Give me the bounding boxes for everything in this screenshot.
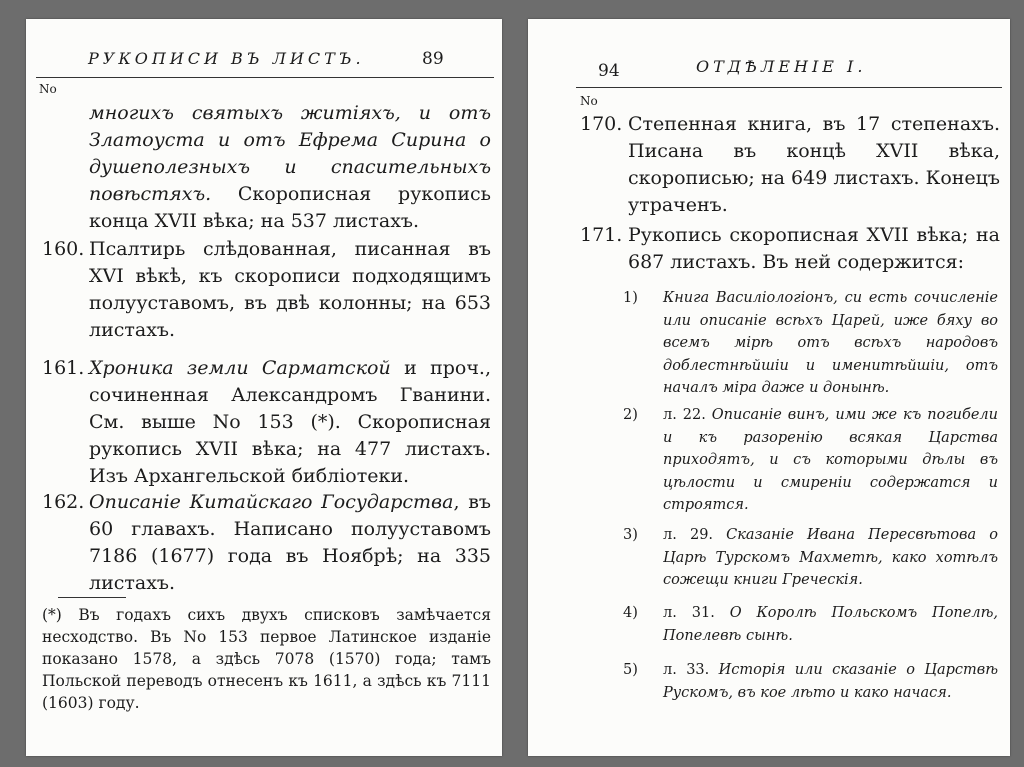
entry-text: Скорописная рукопись конца XVII вѣка; на 537 листахъ.: [89, 183, 491, 232]
subitem-ref: л. 29.: [663, 527, 714, 543]
page-number: 89: [422, 49, 444, 69]
subitem-text: Описаніе винъ, ими же къ погибели и къ разоренію всякая Царства приходятъ, и съ которыми дѣлы въ цѣлости и смиреніи содержатся и строятся.: [663, 407, 998, 513]
entry-italic: Описаніе Китайскаго Государства: [89, 491, 454, 513]
subitem-text: Книга Василіологіонъ, си есть сочисленіе или описаніе всѣхъ Царей, иже бяху во всемъ мірѣ отъ всѣхъ народовъ доблестнѣйшіи и именитѣйшіи, отъ началъ міра даже и донынѣ.: [663, 290, 998, 396]
subitem-number: 1): [623, 290, 638, 306]
header-rule: [576, 87, 1002, 88]
left-page: [26, 19, 502, 756]
subitem-text: Исторія или сказаніе о Царствѣ Рускомъ, въ кое лѣто и како начася.: [663, 662, 998, 701]
entry-text: Степенная книга, въ 17 степенахъ. Писана въ концѣ XVII вѣка, скорописью; на 649 листахъ. Конецъ утраченъ.: [628, 113, 1000, 216]
entry-number: 162.: [42, 491, 85, 513]
subitem-text: Сказаніе Ивана Пересвѣтова о Царѣ Турскомъ Махметѣ, како хотѣлъ сожещи книги Греческія.: [663, 527, 998, 588]
entry-number: 160.: [42, 238, 85, 260]
running-head: ОТДѢЛЕНІЕ I.: [696, 57, 867, 76]
subitem-ref: л. 22.: [663, 407, 706, 423]
entry-text: Псалтирь слѣдованная, писанная въ XVI вѣкѣ, къ скорописи подходящимъ полууставомъ, въ двѣ колонны; на 653 листахъ.: [89, 238, 491, 341]
subitem-number: 5): [623, 662, 638, 678]
entry-number: 171.: [580, 224, 623, 246]
header-rule: [36, 77, 494, 78]
entry-italic: Хроника земли Сарматской: [89, 357, 391, 379]
entry-number: 161.: [42, 357, 85, 379]
right-page: [528, 19, 1010, 756]
entry-text: Рукопись скорописная XVII вѣка; на 687 листахъ. Въ ней содержится:: [628, 224, 1000, 273]
entry-italic: многихъ святыхъ житіяхъ, и отъ Златоуста и отъ Ефрема Сирина о душеполезныхъ и спасительныхъ повѣстяхъ.: [89, 102, 491, 205]
subitem-text: О Королѣ Польскомъ Попелѣ, Попелевѣ сынѣ.: [663, 605, 998, 644]
entry-text: и проч., сочиненная Александромъ Гванини. См. выше No 153 (*). Скорописная рукопись XVII вѣка; на 477 листахъ. Изъ Архангельской библіотеки.: [89, 357, 491, 487]
footnote-rule: [58, 597, 126, 598]
subitem-ref: л. 33.: [663, 662, 710, 678]
subitem-ref: л. 31.: [663, 605, 715, 621]
page-number: 94: [598, 61, 620, 81]
subitem-number: 4): [623, 605, 638, 621]
entry-number: 170.: [580, 113, 623, 135]
no-label: No: [39, 82, 57, 96]
running-head: РУКОПИСИ ВЪ ЛИСТЪ.: [88, 49, 365, 68]
subitem-number: 2): [623, 407, 638, 423]
entry-text: , въ 60 главахъ. Написано полууставомъ 7186 (1677) года въ Ноябрѣ; на 335 листахъ.: [89, 491, 491, 594]
no-label: No: [580, 94, 598, 108]
footnote: (*) Въ годахъ сихъ двухъ списковъ замѣчается несходство. Въ No 153 первое Латинское изданіе показано 1578, а здѣсь 7078 (1570) года; тамъ Польской переводъ отнесенъ къ 1611, а здѣсь къ 7111 (1603) году.: [42, 606, 491, 712]
subitem-number: 3): [623, 527, 638, 543]
